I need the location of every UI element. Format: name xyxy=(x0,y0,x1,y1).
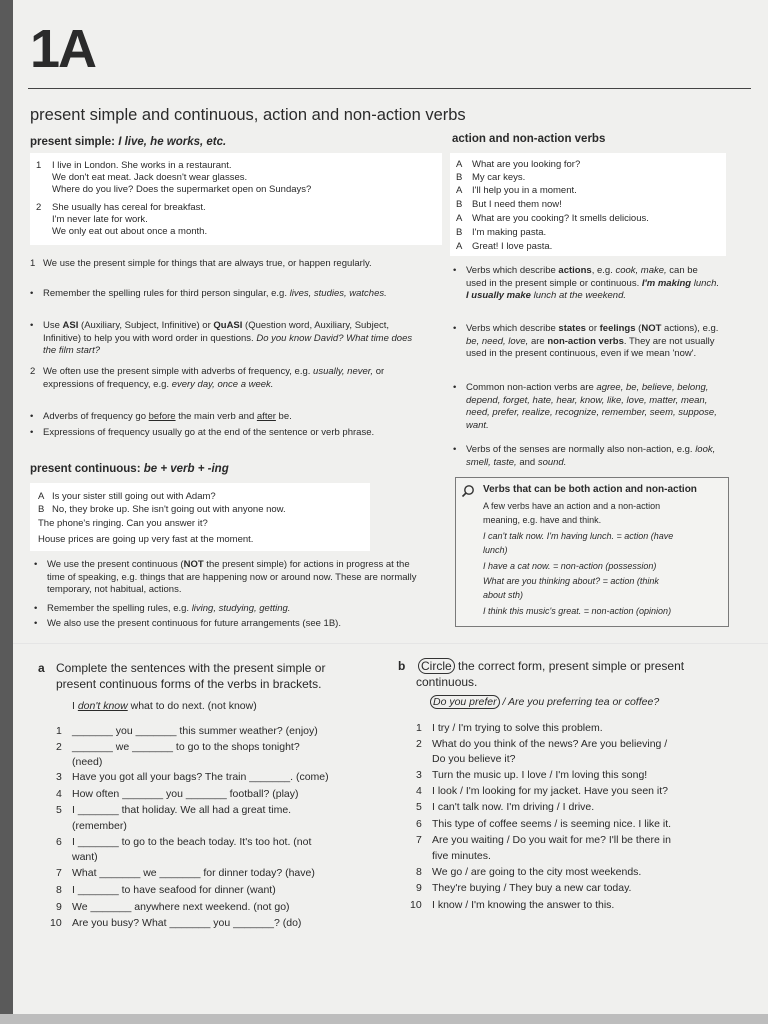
page-bottom-edge xyxy=(0,1014,768,1024)
tip-line: What are you thinking about? = action (think xyxy=(483,576,659,586)
example-line: I live in London. She works in a restaurant. xyxy=(52,160,232,171)
exercise-b-instructions: b Circle the correct form, present simple or present continuous. xyxy=(398,659,685,689)
action-non-action-heading: action and non-action verbs xyxy=(452,133,606,145)
exercise-a-item: (remember) xyxy=(72,820,127,832)
exercise-a-item: How often _______ you _______ football? (play) xyxy=(72,788,299,800)
example-line: I'm never late for work. xyxy=(52,214,148,225)
exercise-b-item: Do you believe it? xyxy=(432,753,516,765)
ps-note-2: 2 We often use the present simple with adverbs of frequency, e.g. usually, never, or expressions of frequency, e.g. every day, once a week. xyxy=(30,366,385,390)
example-line: We only eat out about once a month. xyxy=(52,226,208,237)
exercise-a-item: want) xyxy=(72,851,98,863)
ps-bullet-asi: • Use ASI (Auxiliary, Subject, Infinitive) or QuASI (Question word, Auxiliary, Subject, Infinitive) to help you with word order in questions. Do you know David? What time does the film start? xyxy=(30,320,413,356)
ps-bullet-adverbs: • Adverbs of frequency go before the main verb and after be. xyxy=(30,411,292,422)
exercise-a-item: _______ we _______ to go to the shops tonight? xyxy=(72,741,300,753)
exercise-b-item: I know / I'm knowing the answer to this. xyxy=(432,899,615,911)
example-line: But I need them now! xyxy=(472,199,562,210)
example-line: The phone's ringing. Can you answer it? xyxy=(38,518,208,529)
exercise-a-instructions: a Complete the sentences with the present simple or present continuous forms of the verbs in brackets. xyxy=(38,661,326,691)
page-title: present simple and continuous, action and non-action verbs xyxy=(30,106,466,124)
exercise-b-item: I try / I'm trying to solve this problem. xyxy=(432,722,603,734)
exercise-a-example: I don't know what to do next. (not know) xyxy=(72,700,257,712)
pc-bullet-future: • We also use the present continuous for future arrangements (see 1B). xyxy=(34,618,341,629)
exercise-b-item: They're buying / They buy a new car today. xyxy=(432,882,632,894)
exercise-b-item: Turn the music up. I love / I'm loving this song! xyxy=(432,769,648,781)
tip-line: I think this music's great. = non-action (opinion) xyxy=(483,606,672,616)
ps-bullet-spelling: • Remember the spelling rules for third person singular, e.g. lives, studies, watches. xyxy=(30,288,387,299)
tip-line: I have a cat now. = non-action (possession) xyxy=(483,561,657,571)
exercise-a-item: _______ you _______ this summer weather? (enjoy) xyxy=(72,725,318,737)
tip-box xyxy=(455,477,729,627)
example-line: My car keys. xyxy=(472,172,526,183)
tip-line: I can't talk now. I'm having lunch. = action (have xyxy=(483,531,674,541)
exercise-a-item: What _______ we _______ for dinner today? (have) xyxy=(72,867,315,879)
circle-word: Circle xyxy=(418,658,455,674)
example-line: Is your sister still going out with Adam? xyxy=(52,491,216,502)
exercise-b-item: What do you think of the news? Are you believing / xyxy=(432,738,668,750)
exercise-a-item: Are you busy? What _______ you _______? (do) xyxy=(72,917,302,929)
exercise-b-item: five minutes. xyxy=(432,850,491,862)
an-bullet-states: • Verbs which describe states or feelings (NOT actions), e.g. be, need, love, are non-action verbs. They are not usually used in the present continuous, even if we mean 'now'. xyxy=(453,323,719,359)
example-line: We don't eat meat. Jack doesn't wear glasses. xyxy=(52,172,248,183)
tip-line: lunch) xyxy=(483,545,508,555)
exercise-b-item: Are you waiting / Do you wait for me? I'll be there in xyxy=(432,834,671,846)
exercise-a-item: We _______ anywhere next weekend. (not go) xyxy=(72,901,290,913)
present-continuous-heading: present continuous: be + verb + -ing xyxy=(30,463,229,475)
example-line: House prices are going up very fast at the moment. xyxy=(38,534,254,545)
example-line: She usually has cereal for breakfast. xyxy=(52,202,206,213)
unit-number: 1A xyxy=(30,19,96,79)
exercise-a-item: I _______ to go to the beach today. It's too hot. (not xyxy=(72,836,312,848)
example-line: What are you looking for? xyxy=(472,159,581,170)
an-bullet-actions: • Verbs which describe actions, e.g. cook, make, can be used in the present simple or continuous. I'm making lunch. I usually make lunch at the weekend. xyxy=(453,265,720,301)
page-edge-shadow xyxy=(0,0,13,1024)
example-line: I'm making pasta. xyxy=(472,227,547,238)
exercise-b-item: We go / are going to the city most weekends. xyxy=(432,866,642,878)
pc-bullet-progress: • We use the present continuous (NOT the present simple) for actions in progress at the time of speaking, e.g. things that are happening now or around now. These are normally temporary, not habitual, actions. xyxy=(34,559,417,595)
an-bullet-common: • Common non-action verbs are agree, be, believe, belong, depend, forget, hate, hear, know, like, love, matter, mean, need, prefer, realize, recognize, remember, seem, suppose, want. xyxy=(453,382,717,431)
tip-line: A few verbs have an action and a non-action xyxy=(483,501,661,511)
example-line: No, they broke up. She isn't going out with anyone now. xyxy=(52,504,286,515)
tip-line: meaning, e.g. have and think. xyxy=(483,515,602,525)
example-line: Where do you live? Does the supermarket open on Sundays? xyxy=(52,184,312,195)
tip-title: Verbs that can be both action and non-action xyxy=(483,484,697,495)
present-simple-heading: present simple: I live, he works, etc. xyxy=(30,136,227,148)
exercise-a-item: Have you got all your bags? The train _______. (come) xyxy=(72,771,329,783)
example-line: Great! I love pasta. xyxy=(472,241,553,252)
exercise-b-item: I look / I'm looking for my jacket. Have you seen it? xyxy=(432,785,669,797)
section-divider xyxy=(13,643,768,644)
search-icon xyxy=(461,484,475,498)
example-line: I'll help you in a moment. xyxy=(472,185,577,196)
exercise-a-item: I _______ that holiday. We all had a great time. xyxy=(72,804,292,816)
exercise-b-item: I can't talk now. I'm driving / I drive. xyxy=(432,801,595,813)
ps-note-1: 1 We use the present simple for things that are always true, or happen regularly. xyxy=(30,258,372,269)
pc-bullet-spelling: • Remember the spelling rules, e.g. living, studying, getting. xyxy=(34,603,291,614)
exercise-b-example: Do you prefer / Are you preferring tea or coffee? xyxy=(430,696,659,709)
example-line: What are you cooking? It smells delicious. xyxy=(472,213,649,224)
tip-line: about sth) xyxy=(483,590,524,600)
exercise-a-item: (need) xyxy=(72,756,103,768)
an-bullet-senses: • Verbs of the senses are normally also non-action, e.g. look, smell, taste, and sound. xyxy=(453,444,716,468)
ps-bullet-expressions: • Expressions of frequency usually go at the end of the sentence or verb phrase. xyxy=(30,427,375,438)
exercise-a-item: I _______ to have seafood for dinner (want) xyxy=(72,884,276,896)
header-rule xyxy=(28,88,751,89)
exercise-b-item: This type of coffee seems / is seeming nice. I like it. xyxy=(432,818,672,830)
